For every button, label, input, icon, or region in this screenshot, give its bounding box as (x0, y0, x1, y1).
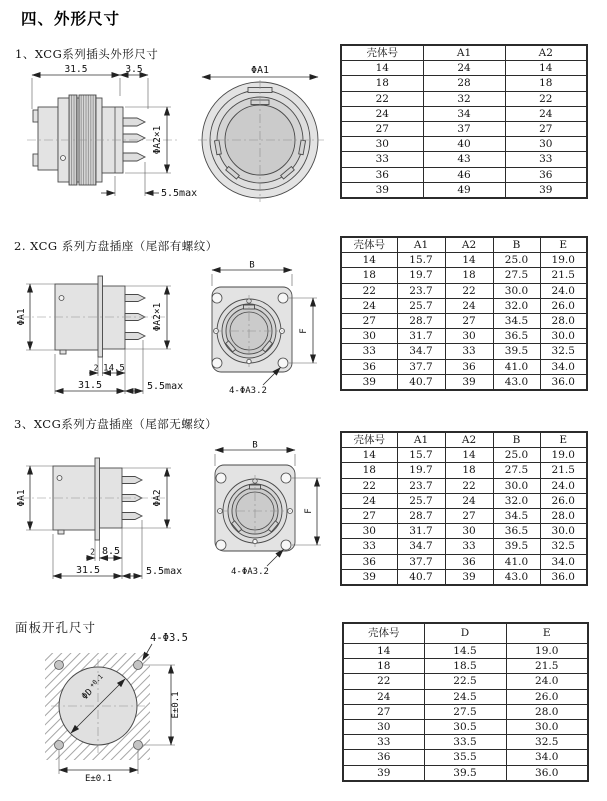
dim-hole-spacing-horizontal: E±0.1 (84, 774, 113, 784)
table-cell: 37.7 (397, 359, 445, 374)
table-cell: 30 (341, 137, 423, 152)
table-row (341, 283, 587, 298)
table-row (343, 765, 588, 781)
table-cell: 43 (423, 152, 505, 167)
table-cell: 22 (341, 283, 397, 298)
table-header-row (341, 45, 587, 61)
table-cell: 24 (445, 298, 493, 313)
table-row (341, 478, 587, 493)
section1-heading: 1、XCG系列插头外形尺寸 (15, 47, 159, 61)
table-cell: 24.0 (540, 283, 587, 298)
table-header-row (341, 237, 587, 253)
table-cell: 27 (343, 704, 424, 719)
table-cell: 39 (341, 374, 397, 390)
column-header: A2 (505, 45, 587, 61)
table-cell: 30.0 (493, 478, 540, 493)
dim-pin-length: 5.5max (147, 381, 184, 392)
table-row (341, 268, 587, 283)
table-cell: 34.5 (493, 509, 540, 524)
table-cell: 15.7 (397, 253, 445, 268)
table-cell: 39.5 (493, 344, 540, 359)
table-cell: 14 (341, 61, 423, 76)
dim-tail-diameter: ΦA2×1 (152, 302, 163, 332)
table-cell: 18 (445, 463, 493, 478)
table-cell: 40 (423, 137, 505, 152)
table-cell: 30.0 (540, 329, 587, 344)
table-cell: 39 (445, 374, 493, 390)
table-cell: 30 (445, 329, 493, 344)
table-row (341, 493, 587, 508)
contact-pin (125, 333, 145, 340)
dim-flange-thickness: 2 (93, 363, 99, 373)
table-cell: 28.7 (397, 314, 445, 329)
panel-cutout-drawing (25, 612, 210, 794)
section2-heading: 2. XCG 系列方盘插座（尾部有螺纹） (14, 239, 218, 253)
table-cell: 33 (343, 735, 424, 750)
table-cell: 32.0 (493, 298, 540, 313)
table-row (341, 524, 587, 539)
mounting-hole (212, 293, 222, 303)
table-cell: 34.5 (493, 314, 540, 329)
column-header: D (424, 623, 506, 644)
table-cell: 41.0 (493, 359, 540, 374)
table-cell: 26.0 (506, 689, 588, 704)
table-row (341, 76, 587, 91)
table-cell: 30.5 (424, 720, 506, 735)
dim-tail-length: 8.5 (101, 546, 121, 557)
table-row (343, 659, 588, 674)
table-cell: 19.7 (397, 268, 445, 283)
dim-tail-diameter: ΦA2×1 (152, 125, 163, 155)
table-cell: 18 (505, 76, 587, 91)
mounting-hole (216, 540, 226, 550)
table-row (341, 569, 587, 585)
table-row (341, 182, 587, 198)
dim-cutout-diameter-tolerance: +0.1 (87, 672, 105, 690)
dim-total-length: 31.5 (77, 380, 103, 391)
table-cell: 21.5 (540, 463, 587, 478)
table-cell: 28.7 (397, 509, 445, 524)
table-cell: 36.0 (540, 374, 587, 390)
table-cell: 36 (445, 554, 493, 569)
table-cell: 14 (445, 253, 493, 268)
column-header: 壳体号 (341, 432, 397, 448)
table-cell: 36.5 (493, 329, 540, 344)
dim-flange-width: B (249, 260, 255, 271)
column-header: 壳体号 (341, 45, 423, 61)
table-cell: 34.7 (397, 344, 445, 359)
mounting-hole (216, 473, 226, 483)
table-cell: 18 (341, 268, 397, 283)
table-cell: 24 (341, 298, 397, 313)
table-row (341, 152, 587, 167)
table-cell: 36 (341, 167, 423, 182)
column-header: 壳体号 (341, 237, 397, 253)
dim-flange-thickness: 2 (90, 547, 95, 557)
table-cell: 36 (341, 359, 397, 374)
table-cell: 34.0 (506, 750, 588, 765)
table-cell: 49 (423, 182, 505, 198)
dim-body-length: 31.5 (64, 64, 88, 75)
table-cell: 43.0 (493, 374, 540, 390)
contact-pin (123, 153, 145, 161)
table-cell: 14 (343, 644, 424, 659)
table-cell: 39 (445, 569, 493, 585)
mounting-flange (95, 458, 100, 540)
table-cell: 18 (445, 268, 493, 283)
table-row (343, 750, 588, 765)
table-cell: 39 (341, 182, 423, 198)
table-cell: 30 (341, 329, 397, 344)
table-cell: 46 (423, 167, 505, 182)
table-cell: 30.0 (540, 524, 587, 539)
receptacle-body-shape (55, 276, 145, 357)
dim-front-offset: 3.5 (125, 64, 143, 75)
column-header: E (506, 623, 588, 644)
table-row (343, 674, 588, 689)
table-cell: 28.0 (506, 704, 588, 719)
table-cell: 30 (343, 720, 424, 735)
dim-flange-width: B (252, 440, 258, 451)
table-cell: 14 (341, 253, 397, 268)
table-row (341, 539, 587, 554)
table-cell: 36 (445, 359, 493, 374)
table-cell: 36.0 (506, 765, 588, 781)
table-cell: 36 (343, 750, 424, 765)
mounting-hole (134, 661, 143, 670)
table-cell: 31.7 (397, 524, 445, 539)
table-cell: 33 (505, 152, 587, 167)
dim-pin-length: 5.5max (146, 566, 183, 577)
table-row (341, 167, 587, 182)
table-cell: 32.5 (506, 735, 588, 750)
table-cell: 41.0 (493, 554, 540, 569)
table-row (343, 735, 588, 750)
table-cell: 14 (445, 448, 493, 463)
table-row (341, 463, 587, 478)
table-cell: 25.0 (493, 448, 540, 463)
plug-side-view-drawing (25, 62, 203, 204)
table-cell: 43.0 (493, 569, 540, 585)
table-cell: 32.5 (540, 344, 587, 359)
table-cell: 27 (341, 314, 397, 329)
table-row (341, 344, 587, 359)
table-cell: 36.0 (540, 569, 587, 585)
table-cell: 34.0 (540, 554, 587, 569)
table-row (343, 689, 588, 704)
table-cell: 33 (341, 539, 397, 554)
table-cell: 14.5 (424, 644, 506, 659)
table-cell: 32 (423, 91, 505, 106)
table-cell: 14 (505, 61, 587, 76)
mounting-hole (281, 473, 291, 483)
table-row (343, 704, 588, 719)
table-cell: 27.5 (493, 463, 540, 478)
table-cell: 23.7 (397, 478, 445, 493)
table-cell: 22 (445, 478, 493, 493)
table-cell: 33 (341, 152, 423, 167)
table-cell: 39 (343, 765, 424, 781)
table-cell: 15.7 (397, 448, 445, 463)
table-cell: 40.7 (397, 374, 445, 390)
table-cell: 35.5 (424, 750, 506, 765)
table-cell: 27 (341, 122, 423, 137)
table-cell: 31.7 (397, 329, 445, 344)
column-header: A2 (445, 237, 493, 253)
table-cell: 37 (423, 122, 505, 137)
contact-pin (122, 477, 142, 484)
table-cell: 39 (341, 569, 397, 585)
receptacle-plain-side-view-drawing (18, 450, 196, 595)
table-row (343, 720, 588, 735)
table-row (341, 106, 587, 121)
table-row (343, 644, 588, 659)
table-cell: 18.5 (424, 659, 506, 674)
table-cell: 30 (505, 137, 587, 152)
column-header: E (540, 237, 587, 253)
table-row (341, 509, 587, 524)
column-header: A1 (423, 45, 505, 61)
table-cell: 28.0 (540, 314, 587, 329)
table-cell: 27 (445, 314, 493, 329)
table-cell: 23.7 (397, 283, 445, 298)
table-cell: 21.5 (506, 659, 588, 674)
contact-pin (123, 134, 145, 142)
contact-pin (125, 295, 145, 302)
table-cell: 24 (423, 61, 505, 76)
table-cell: 39 (505, 182, 587, 198)
table-header-row (343, 623, 588, 644)
table-cell: 34.0 (540, 359, 587, 374)
table-cell: 27.5 (424, 704, 506, 719)
table-cell: 32.5 (540, 539, 587, 554)
table-cell: 24 (341, 106, 423, 121)
dim-cutout-diameter: ΦD (80, 687, 95, 702)
table-row (341, 329, 587, 344)
mounting-hole (55, 741, 64, 750)
dim-mounting-holes: 4-ΦA3.2 (231, 567, 269, 577)
table-row (341, 61, 587, 76)
table-cell: 19.7 (397, 463, 445, 478)
table-row (341, 137, 587, 152)
dim-hole-spacing-f: F (299, 328, 309, 334)
column-header: A1 (397, 237, 445, 253)
table-cell: 30 (341, 524, 397, 539)
contact-pin (122, 513, 142, 520)
table-cell: 22 (505, 91, 587, 106)
receptacle-threaded-side-view-drawing (18, 263, 196, 403)
table-cell: 21.5 (540, 268, 587, 283)
mounting-hole (212, 358, 222, 368)
table-cell: 19.0 (540, 448, 587, 463)
table-cell: 39.5 (424, 765, 506, 781)
mounting-flange (98, 276, 103, 357)
table-cell: 24 (445, 493, 493, 508)
dim-mounting-holes: 4-ΦA3.2 (229, 386, 267, 396)
table-cell: 24.5 (424, 689, 506, 704)
dim-hole-spacing-vertical: E±0.1 (171, 691, 181, 719)
table-cell: 28 (423, 76, 505, 91)
table-cell: 26.0 (540, 493, 587, 508)
table-cell: 25.7 (397, 493, 445, 508)
panel-cutout-dimensions-table (342, 622, 589, 782)
column-header: E (540, 432, 587, 448)
table-cell: 33 (445, 539, 493, 554)
receptacle-threaded-dimensions-table (340, 236, 588, 391)
receptacle-plain-dimensions-table (340, 431, 588, 586)
mounting-hole (278, 293, 288, 303)
dim-total-length: 31.5 (75, 565, 101, 576)
table-cell: 32.0 (493, 493, 540, 508)
table-cell: 25.0 (493, 253, 540, 268)
table-cell: 28.0 (540, 509, 587, 524)
table-cell: 27 (505, 122, 587, 137)
column-header: 壳体号 (343, 623, 424, 644)
table-cell: 36 (341, 554, 397, 569)
table-cell: 25.7 (397, 298, 445, 313)
dim-panel-holes: 4-Φ3.5 (150, 632, 188, 644)
column-header: A1 (397, 432, 445, 448)
table-row (341, 122, 587, 137)
table-cell: 34 (423, 106, 505, 121)
table-cell: 30 (445, 524, 493, 539)
column-header: B (493, 237, 540, 253)
table-cell: 36 (505, 167, 587, 182)
mounting-hole (281, 540, 291, 550)
table-cell: 24.0 (540, 478, 587, 493)
table-cell: 27 (341, 509, 397, 524)
receptacle-plain-front-view-drawing (205, 440, 327, 593)
table-row (341, 554, 587, 569)
table-row (341, 374, 587, 390)
table-cell: 22.5 (424, 674, 506, 689)
dim-thread-length: 14.5 (103, 363, 125, 374)
contact-pin (123, 118, 145, 126)
table-cell: 40.7 (397, 569, 445, 585)
table-cell: 18 (343, 659, 424, 674)
table-cell: 30.0 (506, 720, 588, 735)
table-cell: 22 (341, 91, 423, 106)
plug-dimensions-table (340, 44, 588, 199)
table-cell: 22 (343, 674, 424, 689)
table-cell: 33.5 (424, 735, 506, 750)
table-row (341, 91, 587, 106)
column-header: A2 (445, 432, 493, 448)
table-row (341, 359, 587, 374)
plug-front-view-drawing (196, 58, 328, 203)
section3-heading: 3、XCG系列方盘插座（尾部无螺纹） (14, 417, 218, 431)
receptacle-threaded-front-view-drawing (205, 262, 327, 402)
page-title: 四、外形尺寸 (21, 9, 121, 28)
square-flange-shape (212, 287, 292, 372)
table-cell: 37.7 (397, 554, 445, 569)
table-row (341, 298, 587, 313)
table-cell: 24 (343, 689, 424, 704)
table-cell: 22 (445, 283, 493, 298)
dim-hole-spacing-f: F (304, 508, 314, 514)
table-cell: 14 (341, 448, 397, 463)
mounting-hole (134, 741, 143, 750)
table-cell: 19.0 (540, 253, 587, 268)
table-cell: 27.5 (493, 268, 540, 283)
table-cell: 27 (445, 509, 493, 524)
dim-pin-length: 5.5max (161, 188, 198, 199)
dim-body-diameter: ΦA1 (16, 308, 27, 326)
table-cell: 22 (341, 478, 397, 493)
table-row (341, 253, 587, 268)
table-header-row (341, 432, 587, 448)
table-cell: 30.0 (493, 283, 540, 298)
table-row (341, 314, 587, 329)
table-cell: 34.7 (397, 539, 445, 554)
table-cell: 33 (341, 344, 397, 359)
table-cell: 33 (445, 344, 493, 359)
dim-body-diameter: ΦA1 (16, 489, 27, 507)
table-cell: 18 (341, 463, 397, 478)
table-row (341, 448, 587, 463)
table-cell: 39.5 (493, 539, 540, 554)
dim-tail-diameter: ΦA2 (152, 489, 163, 507)
table-cell: 19.0 (506, 644, 588, 659)
table-cell: 36.5 (493, 524, 540, 539)
column-header: B (493, 432, 540, 448)
table-cell: 24.0 (506, 674, 588, 689)
section4-heading: 面板开孔尺寸 (15, 620, 97, 635)
table-cell: 26.0 (540, 298, 587, 313)
table-cell: 18 (341, 76, 423, 91)
mounting-hole (278, 358, 288, 368)
dim-front-diameter: ΦA1 (250, 65, 270, 76)
mounting-hole (55, 661, 64, 670)
table-cell: 24 (341, 493, 397, 508)
table-cell: 24 (505, 106, 587, 121)
